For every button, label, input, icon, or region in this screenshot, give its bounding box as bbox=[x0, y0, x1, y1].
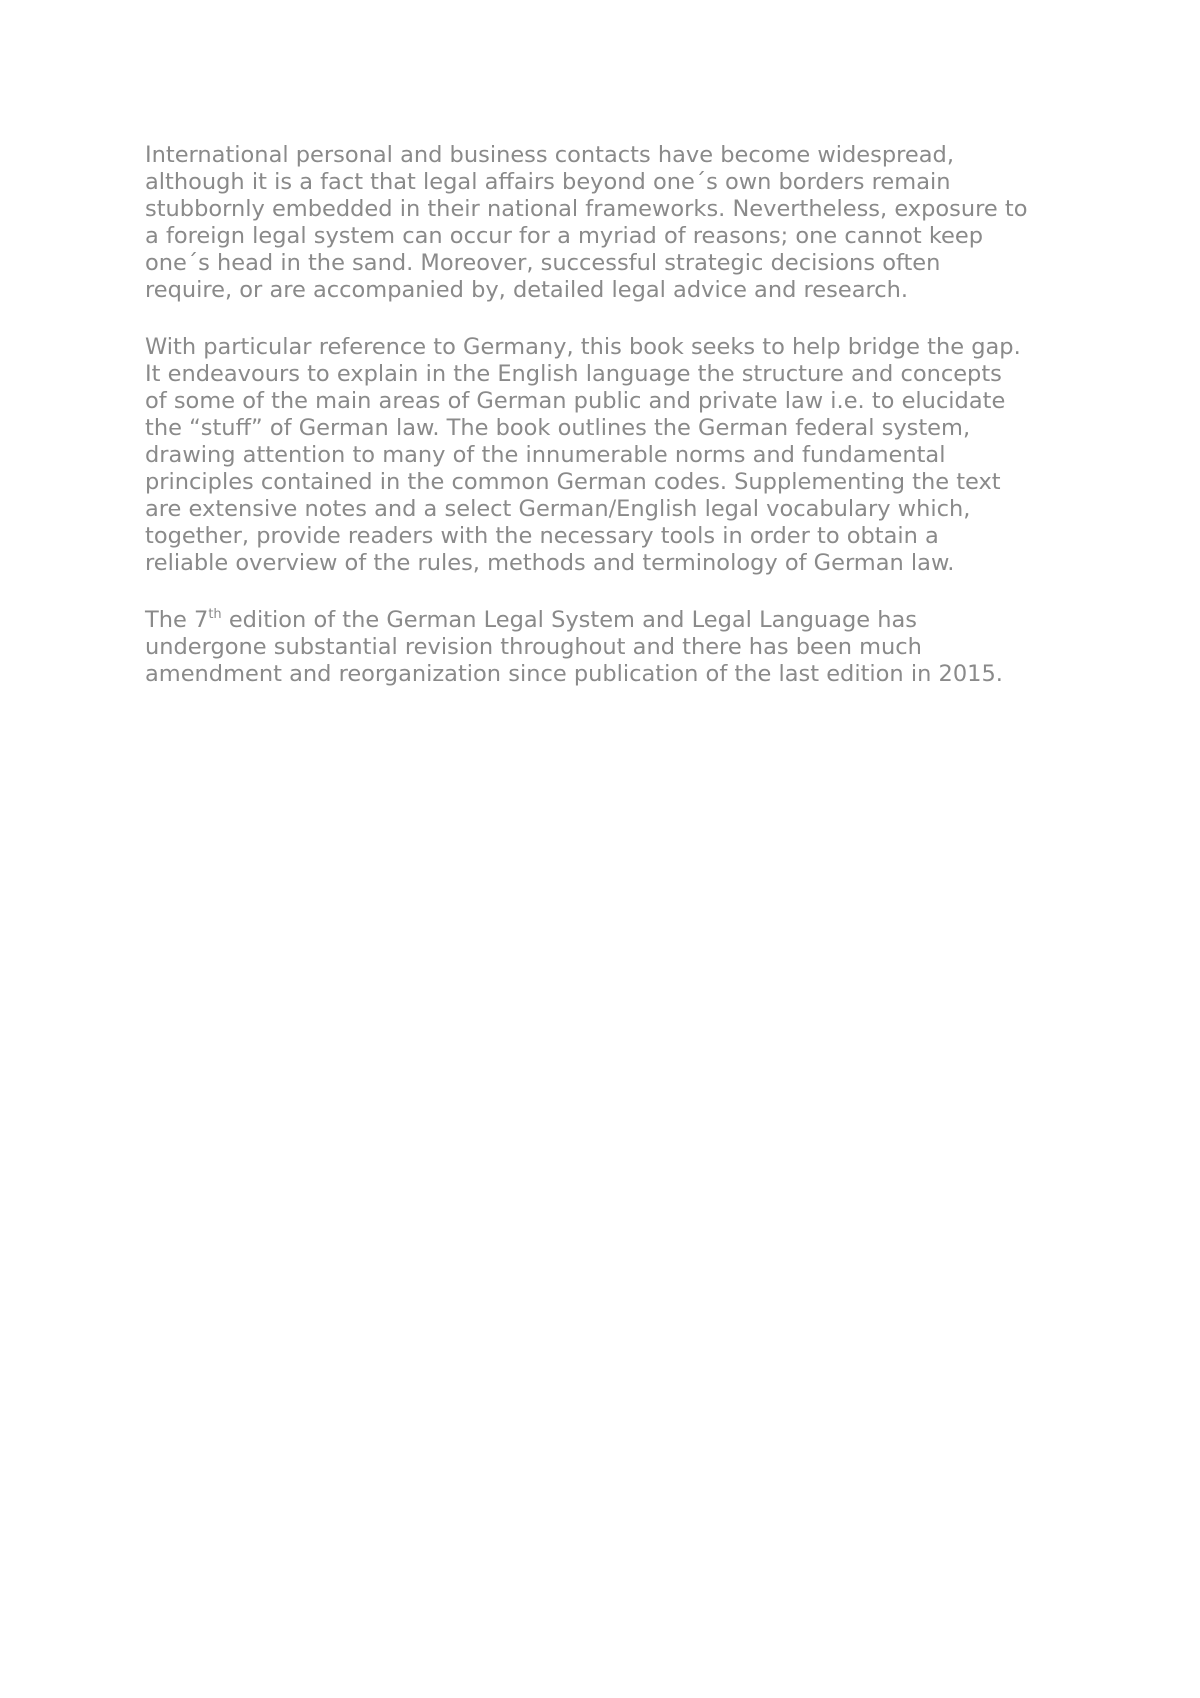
body-text bbox=[145, 142, 1095, 718]
text-line: reliable overview of the rules, methods and terminology of German law. bbox=[145, 550, 955, 576]
text-line: one´s head in the sand. Moreover, successful strategic decisions often bbox=[145, 250, 941, 276]
text-line: With particular reference to Germany, this book seeks to help bridge the gap. bbox=[145, 334, 1021, 360]
ordinal-suffix: th bbox=[208, 607, 222, 622]
paragraph-1 bbox=[145, 142, 1095, 304]
text-line-edition bbox=[145, 607, 1095, 634]
text-line: amendment and reorganization since publication of the last edition in 2015. bbox=[145, 661, 1003, 687]
text-line: drawing attention to many of the innumerable norms and fundamental bbox=[145, 442, 946, 468]
edition-prefix: The 7 bbox=[145, 607, 209, 633]
text-line: require, or are accompanied by, detailed legal advice and research. bbox=[145, 277, 909, 303]
text-line: stubbornly embedded in their national frameworks. Nevertheless, exposure to bbox=[145, 196, 1028, 222]
text-line: It endeavours to explain in the English language the structure and concepts bbox=[145, 361, 1002, 387]
text-line: a foreign legal system can occur for a myriad of reasons; one cannot keep bbox=[145, 223, 984, 249]
text-line: are extensive notes and a select German/English legal vocabulary which, bbox=[145, 496, 971, 522]
text-line: undergone substantial revision throughout and there has been much bbox=[145, 634, 922, 660]
text-line: the “stuff” of German law. The book outlines the German federal system, bbox=[145, 415, 971, 441]
text-line: principles contained in the common German codes. Supplementing the text bbox=[145, 469, 1001, 495]
text-line: of some of the main areas of German public and private law i.e. to elucidate bbox=[145, 388, 1006, 414]
paragraph-3 bbox=[145, 607, 1095, 688]
text-line: although it is a fact that legal affairs beyond one´s own borders remain bbox=[145, 169, 951, 195]
text-line: International personal and business contacts have become widespread, bbox=[145, 142, 954, 168]
text-line: together, provide readers with the necessary tools in order to obtain a bbox=[145, 523, 939, 549]
paragraph-2 bbox=[145, 334, 1095, 577]
edition-suffix: edition of the German Legal System and Legal Language has bbox=[221, 607, 918, 633]
